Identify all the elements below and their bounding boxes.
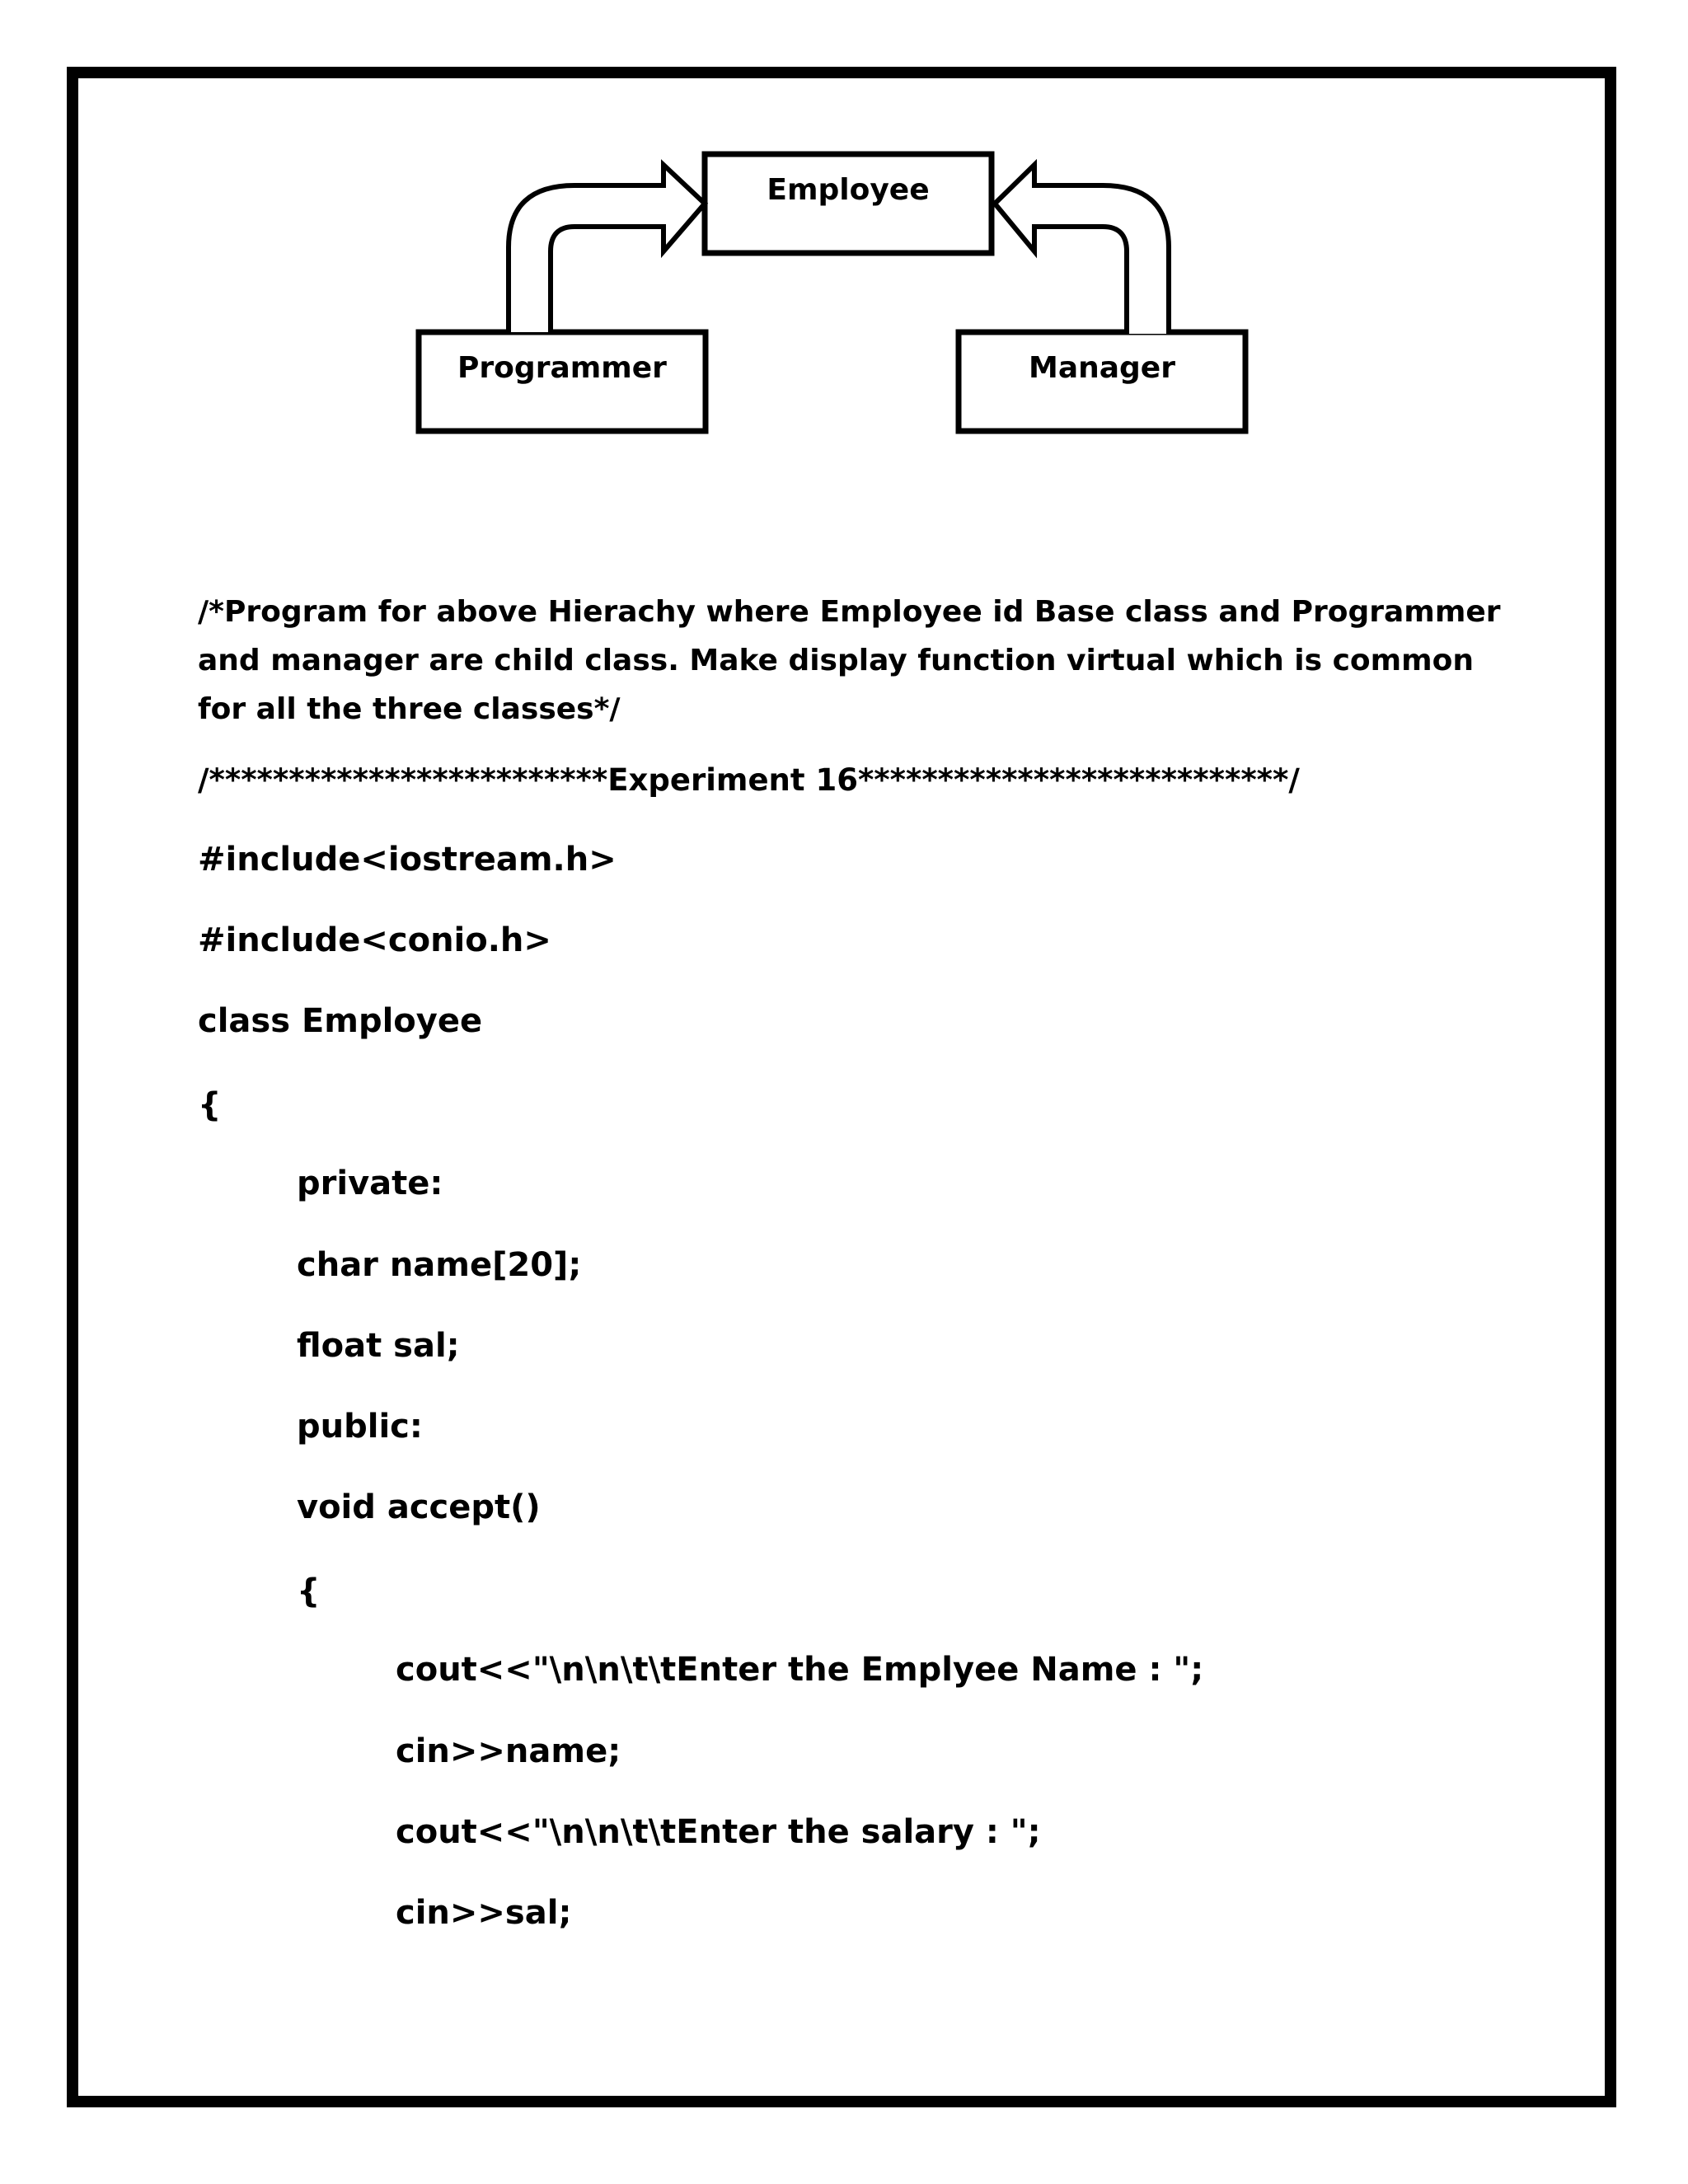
programmer-label: Programmer [457,351,667,385]
employee-box [705,154,992,253]
manager-label: Manager [1029,351,1175,385]
programmer-to-employee-arrow [509,165,705,332]
comment-line-2: and manager are child class. Make display function virtual which is common [198,644,1475,677]
manager-to-employee-arrow [995,165,1169,334]
code-line: cout<<"\n\n\t\tEnter the salary : "; [396,1813,1041,1851]
code-line: #include<iostream.h> [198,841,617,879]
code-line: #include<conio.h> [198,921,551,959]
code-line: cout<<"\n\n\t\tEnter the Emplyee Name : "; [396,1651,1204,1689]
class-hierarchy-diagram [0,0,1688,462]
experiment-header: /*************************Experiment 16***************************/ [198,762,1300,798]
code-line: void accept() [297,1488,541,1526]
code-line: { [297,1572,321,1610]
code-line: cin>>sal; [396,1894,572,1932]
code-line: private: [297,1165,443,1202]
comment-line-3: for all the three classes*/ [198,692,621,726]
code-line: class Employee [198,1002,483,1040]
manager-box [959,332,1245,431]
programmer-box [419,332,706,431]
comment-line-1: /*Program for above Hierachy where Employee id Base class and Programmer [198,595,1501,629]
code-line: char name[20]; [297,1246,582,1284]
code-line: cin>>name; [396,1732,621,1770]
code-line: { [198,1086,222,1124]
employee-label: Employee [767,173,930,207]
program-comment [198,588,1517,733]
code-line: float sal; [297,1327,460,1365]
code-line: public: [297,1408,423,1446]
